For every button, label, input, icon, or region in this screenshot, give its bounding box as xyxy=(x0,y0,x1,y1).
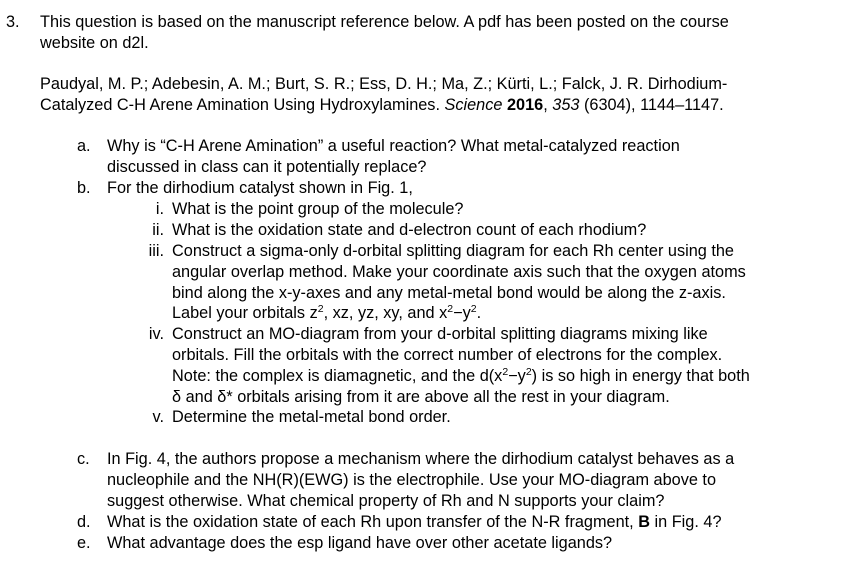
reference-title-end: Catalyzed C-H Arene Amination Using Hydroxylamines. xyxy=(40,96,445,114)
part-c-line-2: nucleophile and the NH(R)(EWG) is the electrophile. Use your MO-diagram above to xyxy=(107,471,716,489)
text-run: , xz, yz, xy, and x xyxy=(323,304,448,322)
reference-volume: 353 xyxy=(552,96,580,114)
text-run: . xyxy=(476,304,482,322)
part-b-iv-line-2: orbitals. Fill the orbitals with the correct number of electrons for the complex. xyxy=(172,346,723,364)
part-b-iv-marker: iv. xyxy=(148,325,164,343)
text-run: −y xyxy=(508,367,526,385)
part-b-iv-line-4: δ and δ* orbitals arising from it are above all the rest in your diagram. xyxy=(172,388,670,406)
part-e-marker: e. xyxy=(77,534,91,552)
part-b-v-line-1: Determine the metal-metal bond order. xyxy=(172,408,451,426)
part-b-iii-marker: iii. xyxy=(148,242,164,260)
part-b-iv-line-3 xyxy=(172,366,750,387)
text-run: What is the oxidation state of each Rh upon transfer of the N-R fragment, xyxy=(107,513,639,531)
figure-intermediate-label: B xyxy=(638,513,650,531)
reference-journal: Science xyxy=(444,96,503,114)
part-c-marker: c. xyxy=(77,450,90,468)
question-intro-line-1: This question is based on the manuscript reference below. A pdf has been posted on the course xyxy=(40,13,729,31)
superscript: 2 xyxy=(470,303,477,315)
part-b-i-marker: i. xyxy=(155,200,164,218)
question-intro-line-2: website on d2l. xyxy=(40,34,149,52)
superscript: 2 xyxy=(525,366,532,378)
part-b-i-line-1: What is the point group of the molecule? xyxy=(172,200,464,218)
part-b-ii-line-1: What is the oxidation state and d-electron count of each rhodium? xyxy=(172,221,647,239)
part-b-ii-marker: ii. xyxy=(152,221,164,239)
part-c-line-1: In Fig. 4, the authors propose a mechanism where the dirhodium catalyst behaves as a xyxy=(107,450,735,468)
part-b-marker: b. xyxy=(77,179,91,197)
part-c-line-3: suggest otherwise. What chemical property of Rh and N supports your claim? xyxy=(107,492,665,510)
part-a-marker: a. xyxy=(77,137,91,155)
reference-line-1: Paudyal, M. P.; Adebesin, A. M.; Burt, S. R.; Ess, D. H.; Ma, Z.; Kürti, L.; Falck, J. R. Dirhodium- xyxy=(40,75,728,93)
part-b-iii-line-3: bind along the x-y-axes and any metal-metal bond would be along the z-axis. xyxy=(172,284,726,302)
text-run: Note: the complex is diamagnetic, and the d(x xyxy=(172,367,503,385)
part-d-marker: d. xyxy=(77,513,91,531)
part-a-line-2: discussed in class can it potentially replace? xyxy=(107,158,427,176)
part-b-iii-line-2: angular overlap method. Make your coordinate axis such that the oxygen atoms xyxy=(172,263,746,281)
reference-year: 2016 xyxy=(506,96,544,114)
part-d-line-1 xyxy=(107,512,722,533)
reference-line-2: Catalyzed C-H Arene Amination Using Hydroxylamines. Science 2016, 353 (6304), 1144–1147. xyxy=(40,96,724,114)
part-b-line-1: For the dirhodium catalyst shown in Fig. 1, xyxy=(107,179,413,197)
part-e-line-1: What advantage does the esp ligand have over other acetate ligands? xyxy=(107,534,613,552)
text-run: ) is so high in energy that both xyxy=(531,367,750,385)
part-b-v-marker: v. xyxy=(152,408,164,426)
text-run: −y xyxy=(453,304,471,322)
question-number: 3. xyxy=(6,13,20,31)
text-run: Label your orbitals z xyxy=(172,304,318,322)
part-b-iv-line-1: Construct an MO-diagram from your d-orbital splitting diagrams mixing like xyxy=(172,325,708,343)
superscript: 2 xyxy=(502,366,509,378)
text-run: in Fig. 4? xyxy=(650,513,722,531)
part-b-iii-line-1: Construct a sigma-only d-orbital splitting diagram for each Rh center using the xyxy=(172,242,734,260)
part-b-iii-line-4 xyxy=(172,303,481,324)
superscript: 2 xyxy=(317,303,324,315)
reference-issue-pages: (6304), 1144–1147. xyxy=(579,96,724,114)
superscript: 2 xyxy=(447,303,454,315)
part-a-line-1: Why is “C-H Arene Amination” a useful reaction? What metal-catalyzed reaction xyxy=(107,137,680,155)
